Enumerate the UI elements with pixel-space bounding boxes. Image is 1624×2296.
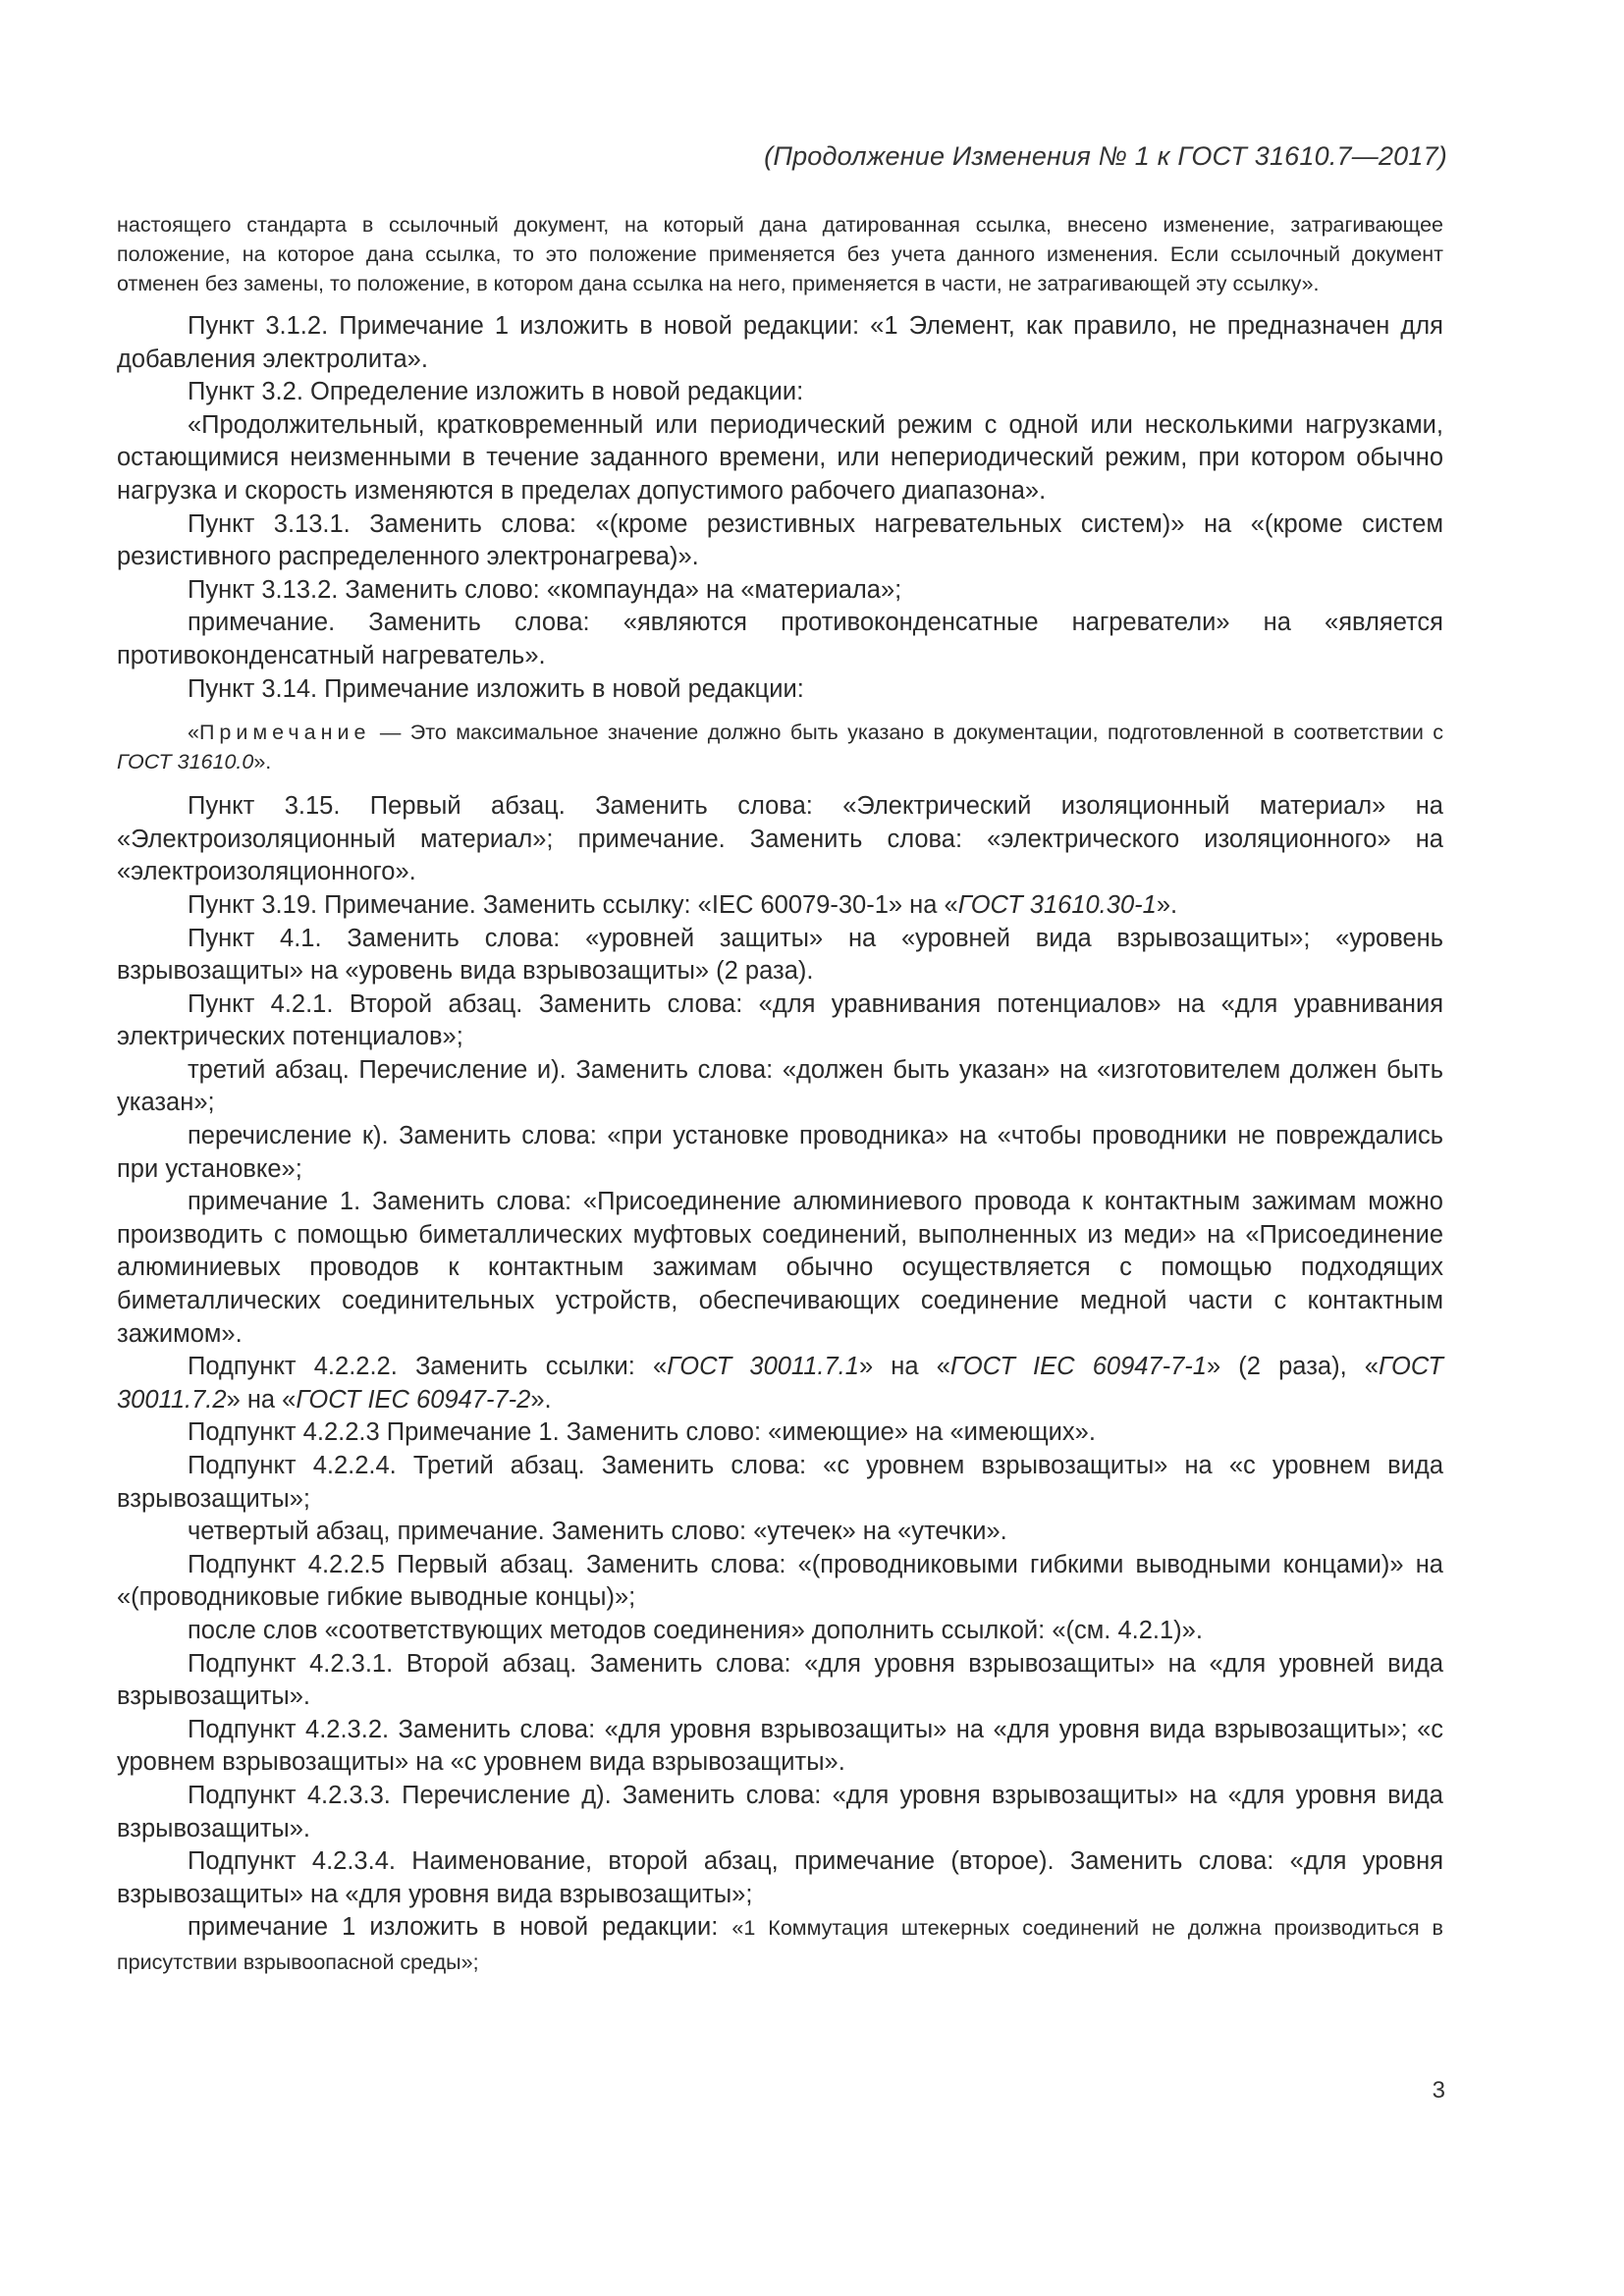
- text-run: примечание 1 изложить в новой редакции:: [188, 1913, 732, 1942]
- paragraph: четвертый абзац, примечание. Заменить слово: «утечек» на «утечки».: [188, 1518, 1007, 1546]
- text-run: » (2 раза), «: [1206, 1353, 1379, 1381]
- paragraph: Пункт 3.13.2. Заменить слово: «компаунда» на «материала»;: [188, 575, 902, 604]
- running-header: (Продолжение Изменения № 1 к ГОСТ 31610.7—2017): [764, 141, 1447, 171]
- document-body: [117, 210, 1443, 1980]
- paragraph: [117, 1351, 1443, 1416]
- paragraph: Пункт 3.15. Первый абзац. Заменить слова: «Электрический изоляционный материал» на «Электроизоляционный материал»; примечание. Заменить слова: «электрического изоляционного» на «электроизоляционного».: [117, 792, 1443, 886]
- paragraph: Подпункт 4.2.2.4. Третий абзац. Заменить слова: «с уровнем взрывозащиты» на «с уровнем вида взрывозащиты»;: [117, 1452, 1443, 1513]
- text-run: Пункт 3.19. Примечание. Заменить ссылку: «IEC 60079-30-1» на «: [188, 890, 958, 919]
- standard-reference: ГОСТ 30011.7.1: [667, 1353, 859, 1381]
- paragraph: Пункт 3.13.1. Заменить слова: «(кроме резистивных нагревательных систем)» на «(кроме систем резистивного распределенного электронагрева)».: [117, 509, 1443, 571]
- paragraph: «Продолжительный, кратковременный или периодический режим с одной или несколькими нагрузками, остающимися неизменными в течение заданного времени, или непериодический режим, при котором обычно нагрузка и скорость изменяются в пределах допустимого рабочего диапазона».: [117, 410, 1443, 505]
- paragraph: третий абзац. Перечисление и). Заменить слова: «должен быть указан» на «изготовителем должен быть указан»;: [117, 1055, 1443, 1117]
- paragraph: Пункт 3.1.2. Примечание 1 изложить в новой редакции: «1 Элемент, как правило, не предназначен для добавления электролита».: [117, 312, 1443, 373]
- text-run: ».: [530, 1385, 552, 1414]
- paragraph: Пункт 3.14. Примечание изложить в новой редакции:: [188, 674, 804, 703]
- text-run: Подпункт 4.2.2.2. Заменить ссылки: «: [188, 1353, 668, 1381]
- paragraph: перечисление к). Заменить слова: «при установке проводника» на «чтобы проводники не повреждались при установке»;: [117, 1122, 1443, 1183]
- paragraph: [117, 1911, 1443, 1979]
- note-paragraph: [117, 718, 1443, 776]
- paragraph: примечание 1. Заменить слова: «Присоединение алюминиевого провода к контактным зажимам можно производить с помощью биметаллических муфтовых соединений, выполненных из меди» на «Присоединение алюминиевых проводов к контактным зажимам обычно осуществляется с помощью подходящих биметаллических соединительных устройств, обеспечивающих соединение медной части с контактным зажимом».: [117, 1188, 1443, 1348]
- paragraph: Пункт 4.2.1. Второй абзац. Заменить слова: «для уравнивания потенциалов» на «для уравнивания электрических потенциалов»;: [117, 989, 1443, 1051]
- standard-reference: ГОСТ 30011.7.2: [117, 1353, 1443, 1414]
- text-run: ».: [1156, 890, 1178, 919]
- text-run: » на «: [226, 1385, 297, 1414]
- paragraph: Подпункт 4.2.2.3 Примечание 1. Заменить слово: «имеющие» на «имеющих».: [188, 1418, 1096, 1447]
- paragraph: Пункт 4.1. Заменить слова: «уровней защиты» на «уровней вида взрывозащиты»; «уровень взрывозащиты» на «уровень вида взрывозащиты» (2 раза).: [117, 924, 1443, 986]
- paragraph: [117, 889, 1443, 923]
- note-text: — Это максимальное значение должно быть указано в документации, подготовленной в соответствии с: [370, 721, 1443, 745]
- standard-reference: ГОСТ IEC 60947-7-2: [296, 1385, 531, 1414]
- note-open-quote: «: [188, 721, 199, 745]
- standard-reference: ГОСТ 31610.30-1: [957, 890, 1157, 919]
- paragraph: Подпункт 4.2.3.2. Заменить слова: «для уровня взрывозащиты» на «для уровня вида взрывозащиты»; «с уровнем взрывозащиты» на «с уровнем вида взрывозащиты».: [117, 1715, 1443, 1777]
- note-label: Примечание: [198, 721, 371, 745]
- text-run: » на «: [858, 1353, 950, 1381]
- note-close-quote: ».: [253, 750, 272, 774]
- page-number: 3: [1432, 2077, 1445, 2104]
- paragraph: после слов «соответствующих методов соединения» дополнить ссылкой: «(см. 4.2.1)».: [188, 1616, 1203, 1644]
- paragraph: Подпункт 4.2.3.1. Второй абзац. Заменить слова: «для уровня взрывозащиты» на «для уровней вида взрывозащиты».: [117, 1649, 1443, 1711]
- paragraph: Подпункт 4.2.3.4. Наименование, второй абзац, примечание (второе). Заменить слова: «для уровня взрывозащиты» на «для уровня вида взрывозащиты»;: [117, 1847, 1443, 1908]
- paragraph: настоящего стандарта в ссылочный документ, на который дана датированная ссылка, внесено изменение, затрагивающее положение, на которое дана ссылка, то это положение применяется без учета данного изменения. Если ссылочный документ отменен без замены, то положение, в котором дана ссылка на него, применяется в части, не затрагивающей эту ссылку».: [117, 213, 1443, 295]
- note-reference: ГОСТ 31610.0: [117, 750, 254, 774]
- standard-reference: ГОСТ IEC 60947-7-1: [949, 1353, 1207, 1381]
- paragraph: Пункт 3.2. Определение изложить в новой редакции:: [188, 378, 804, 406]
- paragraph: Подпункт 4.2.2.5 Первый абзац. Заменить слова: «(проводниковыми гибкими выводными концами)» на «(проводниковые гибкие выводные концы)»;: [117, 1550, 1443, 1612]
- paragraph: примечание. Заменить слова: «являются противоконденсатные нагреватели» на «является противоконденсатный нагреватель».: [117, 609, 1443, 669]
- text-run: «1 Коммутация штекерных соединений не должна производиться в присутствии взрывоопасной среды»;: [117, 1916, 1443, 1974]
- paragraph: Подпункт 4.2.3.3. Перечисление д). Заменить слова: «для уровня взрывозащиты» на «для уровня вида взрывозащиты».: [117, 1781, 1443, 1842]
